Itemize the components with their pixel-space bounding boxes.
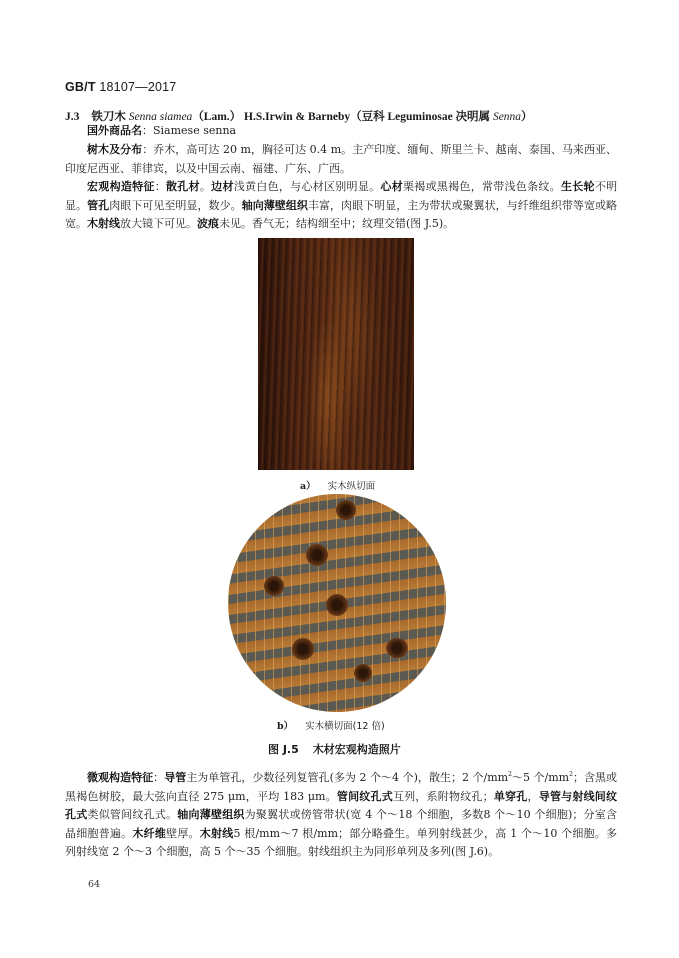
- text: 放大镜下可见。: [120, 217, 197, 230]
- pore-mark: [386, 638, 408, 658]
- text: ～5 个/mm: [511, 771, 570, 784]
- macro-label: 宏观构造特征: [87, 180, 155, 193]
- term-vessel-ray-pitting: 导管与射线间纹孔式: [65, 789, 618, 821]
- text: 浅黄白色，与心材区别明显。: [233, 180, 381, 193]
- term-rays: 木射线: [87, 217, 120, 230]
- pore-mark: [292, 638, 314, 660]
- heading-close-paren: ）: [521, 111, 533, 123]
- text: 丰富，肉眼下明显，主为带状或聚翼状，与纤维组织带等宽或略宽。: [65, 198, 618, 230]
- figure-title: [268, 741, 401, 757]
- separator: ：: [153, 771, 165, 784]
- figure-number: 图 J.5: [268, 743, 299, 756]
- text: ，: [527, 789, 539, 803]
- text: 。: [199, 180, 212, 193]
- genus-chinese: 决明属: [455, 111, 491, 123]
- text: 栗褐或黑褐色，常带浅色条纹。: [403, 180, 561, 193]
- text: 壁厚。: [166, 826, 200, 840]
- family-chinese: 豆科: [361, 111, 385, 123]
- section-number: J.3: [65, 111, 80, 123]
- separator: ：: [142, 124, 153, 137]
- separator: ：: [154, 180, 166, 193]
- micro-label: 微观构造特征: [87, 771, 154, 784]
- standard-prefix: GB/T: [65, 80, 96, 94]
- term-growth-rings: 生长轮: [560, 180, 595, 193]
- figure-b-caption: [277, 718, 385, 732]
- trade-name-paragraph: [65, 122, 617, 141]
- pore-mark: [306, 544, 328, 566]
- text: 为聚翼状或傍管带状(宽 4 个～18 个细胞，多数8 个～10 个细胞)；分室含晶细胞普遍。: [65, 808, 618, 840]
- standard-code-header: [65, 80, 176, 94]
- pore-mark: [354, 664, 372, 682]
- text: 互列，系附物纹孔；: [392, 789, 494, 803]
- figure-a-label: a）: [300, 481, 316, 492]
- term-axial-parenchyma: 轴向薄壁组织: [241, 198, 308, 212]
- term-pores: 管孔: [87, 198, 110, 212]
- superscript: 2: [569, 771, 573, 778]
- term-intervessel-pitting: 管间纹孔式: [336, 789, 393, 803]
- text: 未见。香气无；结构细至中；纹理交错(图 J.5)。: [219, 217, 455, 230]
- longitudinal-section-photo: [258, 238, 414, 470]
- separator: ：: [142, 143, 154, 156]
- term-heartwood: 心材: [380, 180, 403, 193]
- page-number: 64: [88, 879, 101, 890]
- text: 肉眼下可见至明显，数少。: [109, 198, 242, 212]
- trade-name-label: 国外商品名: [87, 124, 142, 137]
- family-latin: Leguminosae: [387, 111, 453, 123]
- term-rays: 木射线: [199, 826, 234, 840]
- figure-a-caption-text: 实木纵切面: [327, 481, 376, 492]
- pore-mark: [326, 594, 348, 616]
- genus-latin: Senna: [492, 111, 522, 123]
- term-wood-fibers: 木纤维: [132, 826, 167, 840]
- term-ripple-marks: 波痕: [197, 217, 219, 230]
- text: 类似管间纹孔式。: [87, 808, 178, 821]
- text: ；含黑或黑褐色树胶，最大弦向直径 275 μm，平均 183 μm。: [65, 771, 618, 803]
- transverse-section-photo: [228, 494, 446, 712]
- macro-structure-paragraph: [65, 178, 617, 234]
- figure-a-caption: [300, 478, 375, 492]
- figure-b-label: b）: [277, 721, 294, 732]
- species-chinese-name: 铁刀木: [91, 111, 126, 123]
- pore-mark: [336, 500, 356, 520]
- distribution-paragraph: [65, 141, 617, 178]
- term-porous: 散孔材: [166, 180, 200, 193]
- text: 不明显。: [65, 180, 618, 212]
- distribution-text: 乔木，高可达 20 m，胸径可达 0.4 m。主产印度、缅甸、斯里兰卡、越南、泰国、马来西亚、印度尼西亚、菲律宾，以及中国云南、福建、广东、广西。: [65, 143, 618, 175]
- text: 主为单管孔，少数径列复管孔(多为 2 个～4 个)，散生；2 个/mm: [186, 771, 509, 784]
- pore-mark: [264, 576, 284, 596]
- term-sapwood: 边材: [211, 180, 234, 193]
- standard-number: 18107—2017: [99, 80, 177, 94]
- distribution-label: 树木及分布: [87, 143, 143, 156]
- micro-structure-paragraph: [65, 769, 617, 862]
- species-latin-name: Senna siamea: [128, 111, 193, 123]
- figure-b-caption-text: 实木横切面(12 倍): [305, 721, 385, 732]
- text: 5 根/mm～7 根/mm；部分略叠生。单列射线甚少，高 1 个～10 个细胞。多列射线宽 2 个～3 个细胞，高 5 个～35 个细胞。射线组织主为同形单列及多列(图 J.6)。: [65, 826, 618, 858]
- term-vessels: 导管: [164, 771, 187, 784]
- figure-title-text: 木材宏观构造照片: [312, 743, 401, 756]
- term-simple-perforation: 单穿孔: [493, 789, 528, 803]
- superscript: 2: [508, 771, 512, 778]
- species-authority: （Lam.） H.S.Irwin & Barneby（: [192, 111, 362, 123]
- term-axial-parenchyma: 轴向薄壁组织: [177, 808, 245, 821]
- trade-name-value: Siamese senna: [153, 124, 237, 137]
